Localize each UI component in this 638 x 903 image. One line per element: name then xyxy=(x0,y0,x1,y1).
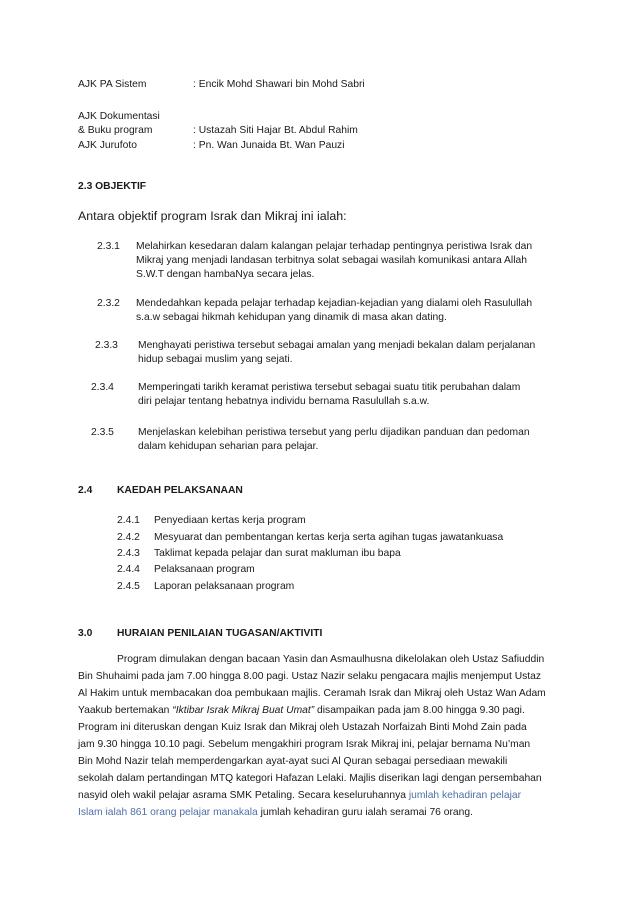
kaedah-item: Pelaksanaan program xyxy=(154,564,255,575)
committee-name-pa: : Encik Mohd Shawari bin Mohd Sabri xyxy=(193,79,365,90)
huraian-line xyxy=(78,702,564,719)
kaedah-item: Penyediaan kertas kerja program xyxy=(154,515,306,526)
section-title-kaedah: KAEDAH PELAKSANAAN xyxy=(117,485,243,496)
objektif-num-2: 2.3.2 xyxy=(97,298,120,309)
kaedah-item: Laporan pelaksanaan program xyxy=(154,581,295,592)
huraian-paragraph xyxy=(78,651,564,821)
committee-role-dok-2: & Buku program xyxy=(78,125,153,136)
committee-name-dok: : Ustazah Siti Hajar Bt. Abdul Rahim xyxy=(193,125,358,136)
huraian-line xyxy=(78,804,564,821)
section-num-kaedah: 2.4 xyxy=(78,485,93,496)
kaedah-num: 2.4.1 xyxy=(117,515,140,526)
huraian-text: nasyid oleh wakil pelajar asrama SMK Petaling. Secara keseluruhannya xyxy=(78,790,409,801)
huraian-line: Bin Mohd Nazir telah memperdengarkan ayat-ayat suci Al Quran sebagai persediaan mewakili xyxy=(78,756,508,767)
kaedah-num: 2.4.3 xyxy=(117,548,140,559)
objektif-line: Mikraj yang menjadi landasan terbitnya solat sebagai wasilah komunikasi antara Allah xyxy=(136,255,527,266)
committee-role-dok-1: AJK Dokumentasi xyxy=(78,111,160,122)
objektif-line: dalam kehidupan seharian para pelajar. xyxy=(138,441,319,452)
objektif-line: Mendedahkan kepada pelajar terhadap kejadian-kejadian yang dialami oleh Rasulullah xyxy=(136,298,533,309)
kaedah-num: 2.4.2 xyxy=(117,532,140,543)
objektif-line: Memperingati tarikh keramat peristiwa tersebut sebagai suatu titik perubahan dalam xyxy=(138,382,521,393)
kaedah-item: Mesyuarat dan pembentangan kertas kerja serta agihan tugas jawatankuasa xyxy=(154,532,504,543)
objektif-num-5: 2.3.5 xyxy=(91,427,114,438)
huraian-line: Program ini diteruskan dengan Kuiz Israk dan Mikraj oleh Ustazah Norfaizah Binti Mohd Zain pada xyxy=(78,722,527,733)
section-title-huraian: HURAIAN PENILAIAN TUGASAN/AKTIVITI xyxy=(117,628,323,639)
objektif-line: Menghayati peristiwa tersebut sebagai amalan yang menjadi bekalan dalam perjalanan xyxy=(138,340,536,351)
huraian-line: sekolah dalam pertandingan MTQ kategori Hafazan Lelaki. Majlis diserikan lagi dengan persembahan xyxy=(78,773,542,784)
kaedah-num: 2.4.4 xyxy=(117,564,140,575)
objektif-line: hidup sebagai muslim yang sejati. xyxy=(138,354,293,365)
kaedah-item: Taklimat kepada pelajar dan surat makluman ibu bapa xyxy=(154,548,401,559)
section-num-huraian: 3.0 xyxy=(78,628,93,639)
huraian-line: jam 9.30 hingga 10.10 pagi. Sebelum mengakhiri program Israk Mikraj ini, pelajar bernama Nu’man xyxy=(78,739,531,750)
huraian-highlight-text: jumlah kehadiran pelajar xyxy=(408,790,522,801)
objektif-line: s.a.w sebagai hikmah kehidupan yang dinamik di masa akan dating. xyxy=(136,312,447,323)
kaedah-num: 2.4.5 xyxy=(117,581,140,592)
objektif-line: S.W.T dengan hambaNya secara jelas. xyxy=(136,269,315,280)
huraian-text: disampaikan pada jam 8.00 hingga 9.30 pagi. xyxy=(314,705,525,716)
huraian-text: Yaakub bertemakan xyxy=(78,705,173,716)
objektif-line: Melahirkan kesedaran dalam kalangan pelajar terhadap pentingnya peristiwa Israk dan xyxy=(136,241,533,252)
huraian-line: Program dimulakan dengan bacaan Yasin dan Asmaulhusna dikelolakan oleh Ustaz Safiuddin xyxy=(117,654,545,665)
objektif-line: diri pelajar tentang hebatnya individu bernama Rasulullah s.a.w. xyxy=(138,396,430,407)
objektif-num-4: 2.3.4 xyxy=(91,382,114,393)
huraian-highlight-text: Islam ialah 861 orang pelajar manakala xyxy=(78,807,258,818)
huraian-line: Bin Shuhaimi pada jam 7.00 hingga 8.00 pagi. Ustaz Nazir selaku pengacara majlis menjemput Ustaz xyxy=(78,671,542,682)
committee-role-foto: AJK Jurufoto xyxy=(78,140,137,151)
objektif-intro: Antara objektif program Israk dan Mikraj ini ialah: xyxy=(78,209,347,223)
committee-role-pa: AJK PA Sistem xyxy=(78,79,147,90)
objektif-num-1: 2.3.1 xyxy=(97,241,120,252)
huraian-line xyxy=(78,787,564,804)
section-heading-objektif: 2.3 OBJEKTIF xyxy=(78,181,147,192)
huraian-line: Al Hakim untuk membacakan doa pembukaan majlis. Ceramah Israk dan Mikraj oleh Ustaz Wan Adam xyxy=(78,688,546,699)
huraian-text: jumlah kehadiran guru ialah seramai 76 orang. xyxy=(257,807,473,818)
huraian-theme-italic: “Iktibar Israk Mikraj Buat Umat” xyxy=(172,705,315,716)
objektif-num-3: 2.3.3 xyxy=(95,340,118,351)
committee-name-foto: : Pn. Wan Junaida Bt. Wan Pauzi xyxy=(193,140,345,151)
objektif-line: Menjelaskan kelebihan peristiwa tersebut yang perlu dijadikan panduan dan pedoman xyxy=(138,427,530,438)
